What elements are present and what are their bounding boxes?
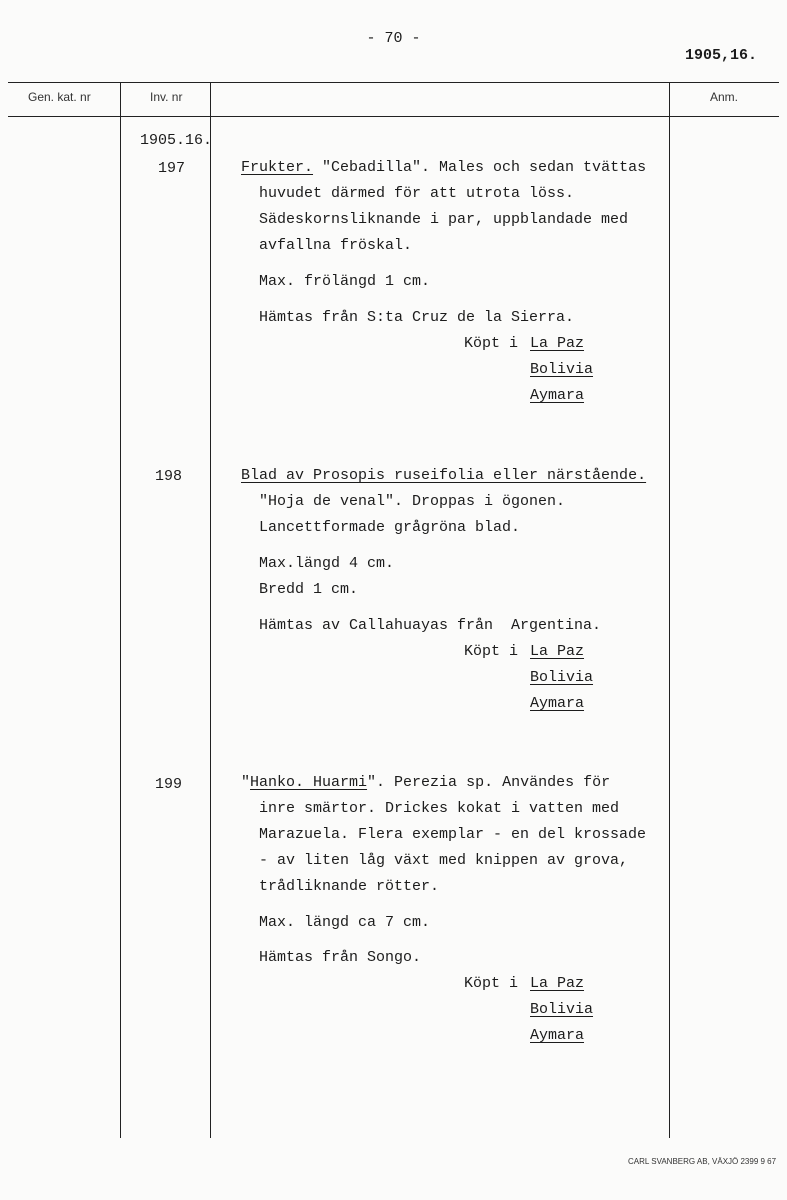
col-divider-2 <box>210 82 211 1138</box>
entry-text-line: Marazuela. Flera exemplar - en del krossade <box>259 826 647 843</box>
bought-label: Köpt i <box>464 335 519 352</box>
entry-text-line: Max. frölängd 1 cm. <box>259 273 431 290</box>
inventory-number: 199 <box>155 776 183 793</box>
column-header-anm: Anm. <box>710 90 739 104</box>
entry-text-line: "Hoja de venal". Droppas i ögonen. <box>259 493 566 510</box>
origin-country: Bolivia <box>530 361 594 378</box>
entry-text-line: trådliknande rötter. <box>259 878 440 895</box>
entry-text-line: Lancettformade grågröna blad. <box>259 519 521 536</box>
origin-people: Aymara <box>530 695 585 712</box>
vernacular-name: Hanko. Huarmi <box>250 774 368 791</box>
entry-text-line: huvudet därmed för att utrota löss. <box>259 185 575 202</box>
bought-label: Köpt i <box>464 975 519 992</box>
origin-city: La Paz <box>530 335 585 352</box>
entry-text-line: Hämtas från S:ta Cruz de la Sierra. <box>259 309 575 326</box>
col-divider-3 <box>669 82 670 1138</box>
entry-text-line: inre smärtor. Drickes kokat i vatten med <box>259 800 620 817</box>
origin-city: La Paz <box>530 643 585 660</box>
origin-country: Bolivia <box>530 1001 594 1018</box>
category-heading: Blad av Prosopis ruseifolia eller närstående. <box>241 467 647 484</box>
column-header-inv: Inv. nr <box>150 90 183 104</box>
column-header-gen-kat: Gen. kat. nr <box>28 90 91 104</box>
origin-country: Bolivia <box>530 669 594 686</box>
entry-text-line: Sädeskornsliknande i par, uppblandade med <box>259 211 629 228</box>
entry-text-line: Hämtas av Callahuayas från Argentina. <box>259 617 602 634</box>
series-number: 1905,16. <box>684 47 757 64</box>
entry-text-line: Bredd 1 cm. <box>259 581 359 598</box>
entry-text-line: Hämtas från Songo. <box>259 949 422 966</box>
entry-text-line: Max. längd ca 7 cm. <box>259 914 431 931</box>
entry-text-line: avfallna fröskal. <box>259 237 413 254</box>
series-marker: 1905.16. <box>140 132 213 149</box>
col-divider-1 <box>120 82 121 1138</box>
table-header-rule <box>8 116 779 117</box>
origin-city: La Paz <box>530 975 585 992</box>
entry-text-line: Max.längd 4 cm. <box>259 555 395 572</box>
category-heading: Frukter. <box>241 159 314 176</box>
page-number: - 70 - <box>366 30 421 47</box>
table-top-rule <box>8 82 779 83</box>
inventory-number: 197 <box>158 160 186 177</box>
bought-label: Köpt i <box>464 643 519 660</box>
entry-text-line: Frukter. "Cebadilla". Males och sedan tvättas <box>241 159 647 176</box>
origin-people: Aymara <box>530 1027 585 1044</box>
origin-people: Aymara <box>530 387 585 404</box>
entry-text-line: - av liten låg växt med knippen av grova, <box>259 852 629 869</box>
entry-text-line: "Hanko. Huarmi". Perezia sp. Användes för <box>241 774 611 791</box>
printer-imprint: CARL SVANBERG AB, VÄXJÖ 2399 9 67 <box>628 1157 777 1166</box>
inventory-number: 198 <box>155 468 183 485</box>
